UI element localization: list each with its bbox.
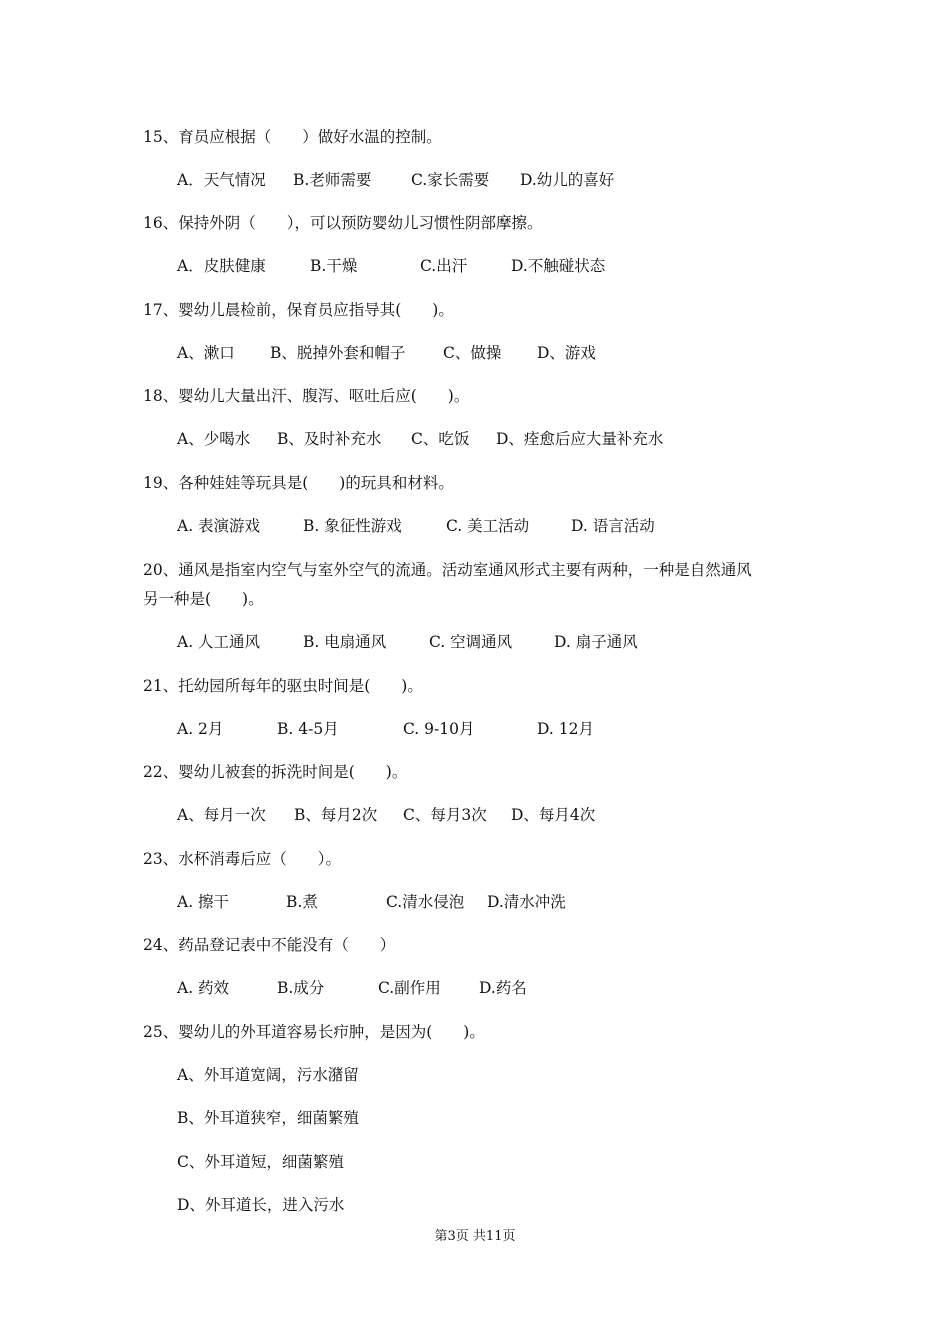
question-16-option-a: A．皮肤健康	[177, 257, 266, 275]
question-17-option-c: C、做操	[443, 344, 502, 362]
question-19-option-a: A. 表演游戏	[177, 517, 261, 535]
question-15-option-c: C.家长需要	[411, 171, 490, 189]
question-20-option-b: B. 电扇通风	[303, 633, 387, 651]
question-19-stem: 19、各种娃娃等玩具是( )的玩具和材料。	[143, 474, 454, 492]
question-15-option-a: A．天气情况	[177, 171, 266, 189]
question-23-option-d: D.清水冲洗	[487, 893, 566, 911]
question-23-option-b: B.煮	[286, 893, 318, 911]
question-20-option-d: D. 扇子通风	[554, 633, 638, 651]
question-25-option-c: C、外耳道短，细菌繁殖	[177, 1153, 344, 1171]
question-21-option-b: B. 4-5月	[277, 720, 339, 738]
question-17-option-b: B、脱掉外套和帽子	[270, 344, 406, 362]
page-number-footer: 第3页 共11页	[434, 1229, 516, 1244]
question-20-stem-continued: 另一种是( )。	[143, 590, 264, 608]
question-19-option-b: B. 象征性游戏	[303, 517, 402, 535]
question-25-option-b: B、外耳道狭窄，细菌繁殖	[177, 1109, 359, 1127]
question-15-stem: 15、育员应根据（ ）做好水温的控制。	[143, 128, 442, 146]
question-22-option-a: A、每月一次	[177, 806, 266, 824]
question-18-option-b: B、及时补充水	[277, 430, 382, 448]
question-24-stem: 24、药品登记表中不能没有（ ）	[143, 936, 396, 954]
question-20-stem: 20、通风是指室内空气与室外空气的流通。活动室通风形式主要有两种，一种是自然通风	[143, 561, 752, 579]
question-22-option-b: B、每月2次	[294, 806, 378, 824]
question-17-stem: 17、婴幼儿晨检前，保育员应指导其( )。	[143, 301, 454, 319]
question-21-option-a: A. 2月	[177, 720, 224, 738]
question-22-option-d: D、每月4次	[511, 806, 596, 824]
question-25-option-a: A、外耳道宽阔，污水潴留	[177, 1066, 359, 1084]
question-16-option-d: D.不触碰状态	[511, 257, 606, 275]
question-21-option-d: D. 12月	[537, 720, 594, 738]
question-16-option-b: B.干燥	[310, 257, 358, 275]
question-22-stem: 22、婴幼儿被套的拆洗时间是( )。	[143, 763, 408, 781]
question-19-option-c: C. 美工活动	[446, 517, 530, 535]
question-24-option-c: C.副作用	[378, 979, 441, 997]
question-21-stem: 21、托幼园所每年的驱虫时间是( )。	[143, 677, 423, 695]
question-16-option-c: C.出汗	[420, 257, 468, 275]
question-19-option-d: D. 语言活动	[571, 517, 655, 535]
question-16-stem: 16、保持外阴（ ），可以预防婴幼儿习惯性阴部摩擦。	[143, 214, 543, 232]
question-21-option-c: C. 9-10月	[403, 720, 475, 738]
question-23-option-c: C.清水侵泡	[386, 893, 465, 911]
question-23-option-a: A. 擦干	[177, 893, 230, 911]
question-17-option-a: A、漱口	[177, 344, 235, 362]
question-15-option-b: B.老师需要	[293, 171, 372, 189]
question-17-option-d: D、游戏	[537, 344, 596, 362]
question-23-stem: 23、水杯消毒后应（ ）。	[143, 850, 341, 868]
question-18-option-a: A、少喝水	[177, 430, 251, 448]
question-20-option-c: C. 空调通风	[429, 633, 513, 651]
question-18-option-c: C、吃饭	[411, 430, 470, 448]
question-20-option-a: A. 人工通风	[177, 633, 261, 651]
question-15-option-d: D.幼儿的喜好	[520, 171, 615, 189]
question-24-option-d: D.药名	[479, 979, 527, 997]
question-18-option-d: D、痊愈后应大量补充水	[496, 430, 664, 448]
question-18-stem: 18、婴幼儿大量出汗、腹泻、呕吐后应( )。	[143, 387, 470, 405]
question-25-stem: 25、婴幼儿的外耳道容易长疖肿，是因为( )。	[143, 1023, 485, 1041]
question-24-option-b: B.成分	[277, 979, 325, 997]
question-24-option-a: A. 药效	[177, 979, 230, 997]
question-22-option-c: C、每月3次	[403, 806, 487, 824]
question-25-option-d: D、外耳道长，进入污水	[177, 1196, 345, 1214]
